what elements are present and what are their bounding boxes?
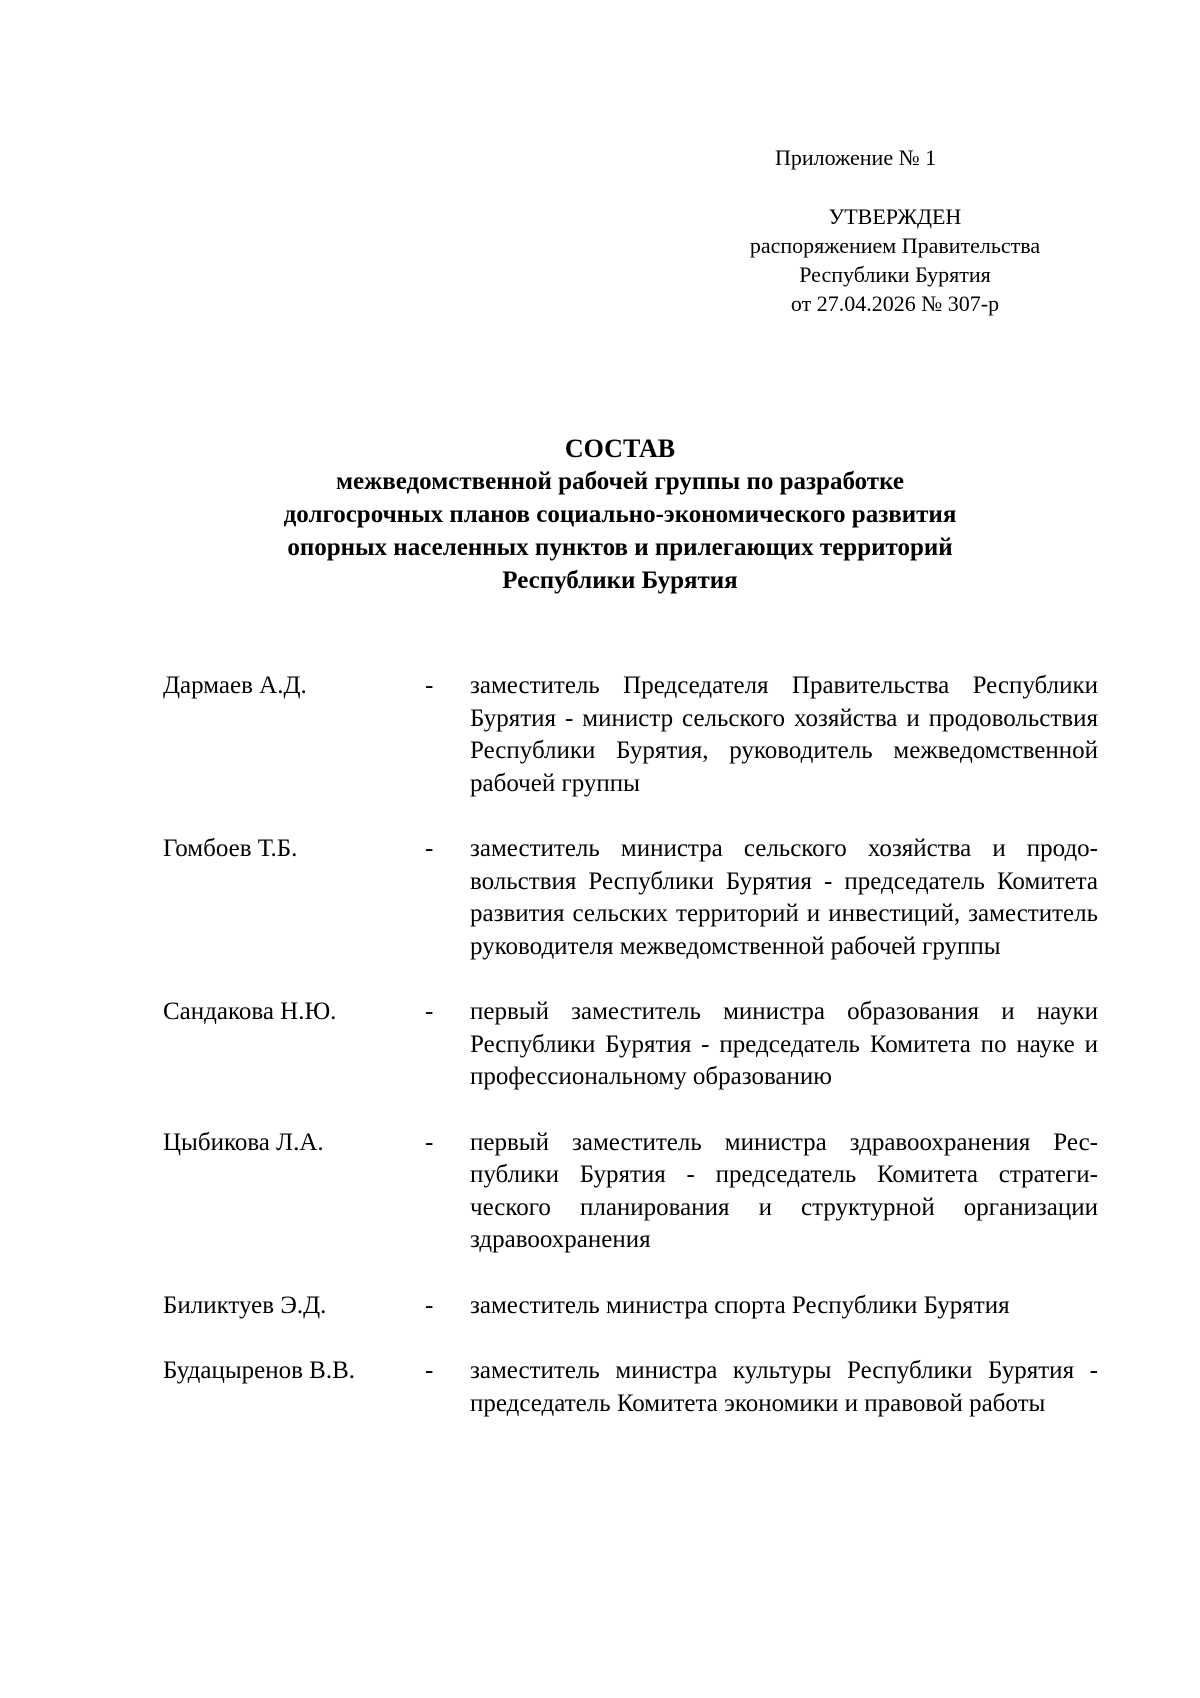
member-role: первый заместитель министра здравоохранения Республики Бурятия - председатель Комитета стратегического планирования и структурной организации здравоохранения [470, 1128, 1098, 1253]
member-dash: - [425, 835, 434, 862]
member-role: первый заместитель министра образования и науки Республики Бурятия - председатель Комитета по науке и профессиональному образованию [470, 998, 1098, 1090]
member-name: Дармаев А.Д. [163, 672, 307, 699]
member-name: Цыбикова Л.А. [163, 1128, 324, 1156]
member-row [163, 833, 1098, 963]
member-row [163, 670, 1098, 800]
approved-org: Республики Бурятия [799, 262, 991, 287]
member-dash: - [425, 1128, 434, 1156]
approved-heading: УТВЕРЖДЕН [828, 204, 962, 229]
member-dash: - [425, 1357, 434, 1384]
member-name: Сандакова Н.Ю. [163, 998, 337, 1025]
member-dash: - [425, 998, 434, 1025]
member-role: заместитель министра спорта Республики Бурятия [470, 1291, 1010, 1319]
title-main: СОСТАВ [564, 434, 676, 463]
member-row [163, 1127, 1098, 1257]
member-row [163, 1355, 1098, 1420]
title-line-1: межведомственной рабочей группы по разработке [336, 468, 904, 495]
document-title [130, 432, 1110, 597]
approved-by: распоряжением Правительства [749, 233, 1041, 258]
member-name: Биликтуев Э.Д. [163, 1291, 327, 1319]
title-line-3: опорных населенных пунктов и прилегающих территорий [287, 534, 953, 561]
member-name: Гомбоев Т.Б. [163, 835, 298, 862]
member-row [163, 1290, 1098, 1323]
member-row [163, 996, 1098, 1094]
member-role: заместитель министра сельского хозяйства и продовольствия Республики Бурятия - председатель Комитета развития сельских территорий и инвестиций, заместитель руководителя межведомственной рабочей группы [470, 835, 1098, 960]
member-name: Будацыренов В.В. [163, 1357, 356, 1384]
title-line-2: долгосрочных планов социально-экономического развития [283, 501, 957, 528]
member-dash: - [425, 1291, 434, 1319]
member-role: заместитель министра культуры Республики Бурятия - председатель Комитета экономики и правовой работы [470, 1357, 1098, 1417]
approved-date: от 27.04.2026 № 307-р [790, 291, 1000, 316]
members-list [163, 670, 1098, 1453]
member-dash: - [425, 672, 434, 699]
approval-stamp [700, 202, 1090, 318]
title-line-4: Республики Бурятия [502, 567, 738, 594]
appendix-label: Приложение № 1 [775, 145, 937, 170]
member-role: заместитель Председателя Правительства Республики Бурятия - министр сельского хозяйства и продовольствия Республики Бурятия, руководитель межведомственной рабочей группы [470, 672, 1098, 797]
